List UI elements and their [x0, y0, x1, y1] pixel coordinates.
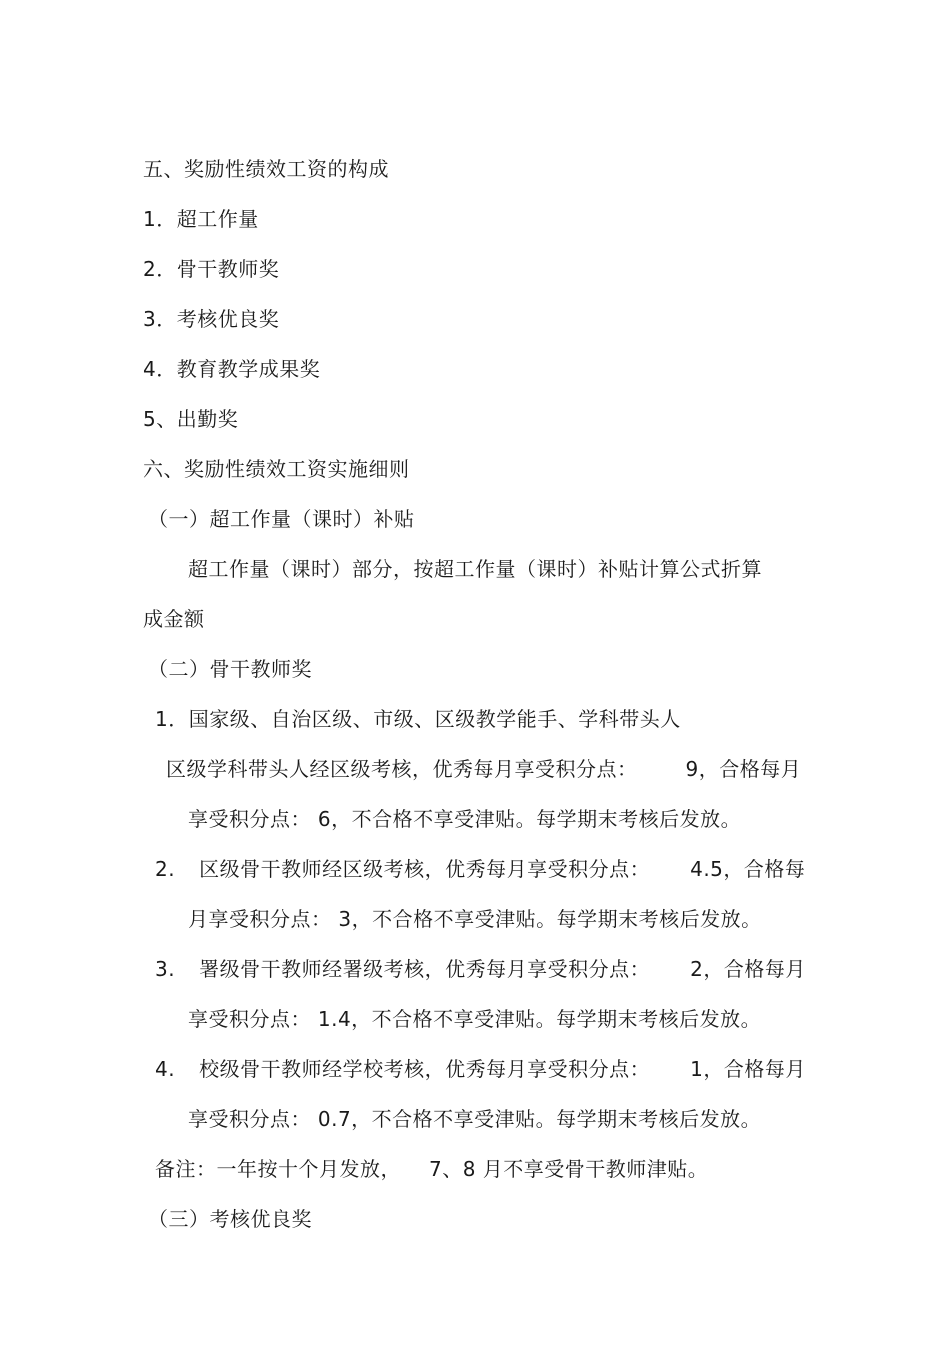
part2-item4-line2: 享受积分点： 0.7，不合格不享受津贴。每学期末考核后发放。 — [188, 1107, 762, 1131]
part2-note-text: 备注：一年按十个月发放， — [155, 1157, 401, 1181]
part2-item2-line1 — [155, 856, 805, 882]
part2-item3-line1-text: 署级骨干教师经署级考核，优秀每月享受积分点： — [199, 957, 651, 981]
part2-item1-line2: 享受积分点： 6，不合格不享受津贴。每学期末考核后发放。 — [188, 807, 742, 831]
part1-body-line2: 成金额 — [143, 607, 205, 631]
part2-note-months: 7、8 月不享受骨干教师津贴。 — [429, 1157, 709, 1181]
part2-item2-line2: 月享受积分点： 3，不合格不享受津贴。每学期末考核后发放。 — [188, 907, 762, 931]
section6-heading: 六、奖励性绩效工资实施细则 — [143, 457, 410, 481]
part2-item4-line1-text: 校级骨干教师经学校考核，优秀每月享受积分点： — [199, 1057, 651, 1081]
part2-item4-number: 4. — [155, 1057, 176, 1081]
part2-item1-heading: 1．国家级、自治区级、市级、区级教学能手、学科带头人 — [155, 707, 681, 731]
part2-title: （二）骨干教师奖 — [148, 657, 312, 681]
section5-heading: 五、奖励性绩效工资的构成 — [143, 157, 389, 181]
part2-item3-number: 3. — [155, 957, 176, 981]
section5-item-4: 4．教育教学成果奖 — [143, 357, 321, 381]
part2-item1-line1 — [166, 756, 801, 782]
part1-body-line1: 超工作量（课时）部分，按超工作量（课时）补贴计算公式折算 — [188, 557, 762, 581]
part2-item1-line1-value: 9，合格每月 — [685, 757, 802, 781]
part2-item4-line1-value: 1，合格每月 — [690, 1057, 806, 1081]
part2-item2-number: 2. — [155, 857, 176, 881]
part2-item2-line1-value: 4.5，合格每 — [690, 857, 806, 881]
part1-title: （一）超工作量（课时）补贴 — [148, 507, 415, 531]
part2-item3-line1-value: 2，合格每月 — [690, 957, 806, 981]
part2-item2-line1-text: 区级骨干教师经区级考核，优秀每月享受积分点： — [199, 857, 651, 881]
part2-item3-line1 — [155, 956, 806, 982]
section5-item-3: 3．考核优良奖 — [143, 307, 280, 331]
part2-item1-line1-text: 区级学科带头人经区级考核，优秀每月享受积分点： — [166, 757, 638, 781]
part2-note — [155, 1156, 708, 1182]
section5-item-5: 5、出勤奖 — [143, 407, 239, 431]
section5-item-1: 1．超工作量 — [143, 207, 259, 231]
part2-item3-line2: 享受积分点： 1.4，不合格不享受津贴。每学期末考核后发放。 — [188, 1007, 762, 1031]
section5-item-2: 2．骨干教师奖 — [143, 257, 280, 281]
part3-title: （三）考核优良奖 — [148, 1207, 312, 1231]
part2-item4-line1 — [155, 1056, 806, 1082]
